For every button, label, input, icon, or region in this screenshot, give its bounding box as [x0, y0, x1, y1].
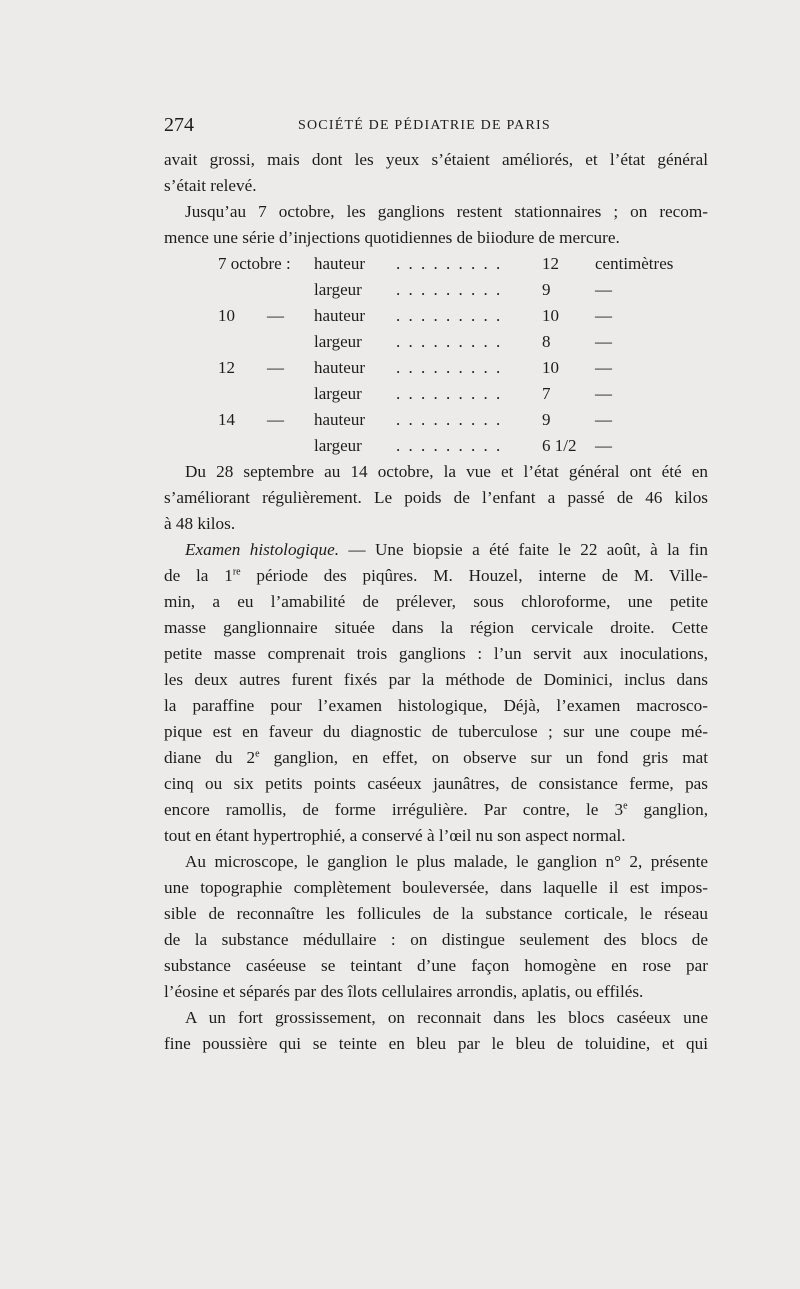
text-line: de la substance médullaire : on distingue seulement des blocs de — [164, 930, 708, 949]
text-line: à 48 kilos. — [164, 514, 236, 533]
text-fragment: diane du 2 — [164, 748, 256, 767]
measurement-dimension: hauteur — [314, 306, 365, 325]
superscript: e — [623, 800, 628, 812]
leader-dots: . . . . . . . . . — [396, 306, 503, 325]
text-line: substance caséeuse se teintant d’une façon homogène en rose par — [164, 956, 708, 975]
measurement-row — [164, 433, 708, 459]
measurement-date: 10 — [218, 306, 235, 325]
text-line: avait grossi, mais dont les yeux s’étaient améliorés, et l’état général — [164, 150, 708, 169]
leader-dots: . . . . . . . . . — [396, 384, 503, 403]
text-fragment: de la 1 — [164, 566, 233, 585]
text-line: s’était relevé. — [164, 176, 257, 195]
measurement-dimension: largeur — [314, 384, 362, 403]
measurement-value: 10 — [542, 306, 559, 325]
leader-dots: . . . . . . . . . — [396, 436, 503, 455]
text-fragment: période des piqûres. M. Houzel, interne de M. Ville- — [240, 566, 708, 585]
measurement-value: 6 1/2 — [542, 436, 577, 455]
measurement-value: 12 — [542, 254, 559, 273]
text-line: masse ganglionnaire située dans la région cervicale droite. Cette — [164, 618, 708, 637]
measurement-dimension: hauteur — [314, 358, 365, 377]
measurement-value: 7 — [542, 384, 551, 403]
leader-dots: . . . . . . . . . — [396, 410, 503, 429]
measurement-date: 12 — [218, 358, 235, 377]
text-line: min, a eu l’amabilité de prélever, sous chloroforme, une petite — [164, 592, 708, 611]
measurement-row — [164, 251, 708, 277]
text-line: mence une série d’injections quotidiennes de biiodure de mercure. — [164, 228, 620, 247]
text-line: A un fort grossissement, on reconnait dans les blocs caséeux une — [185, 1008, 708, 1027]
measurement-value: 8 — [542, 332, 551, 351]
measurement-row — [164, 329, 708, 355]
measurement-unit: — — [595, 410, 612, 429]
measurement-row — [164, 277, 708, 303]
leader-dots: . . . . . . . . . — [396, 332, 503, 351]
text-line: Jusqu’au 7 octobre, les ganglions restent stationnaires ; on recom- — [185, 202, 708, 221]
text-line: s’améliorant régulièrement. Le poids de l’enfant a passé de 46 kilos — [164, 488, 708, 507]
measurement-unit: — — [595, 384, 612, 403]
text-line: pique est en faveur du diagnostic de tuberculose ; sur une coupe mé- — [164, 722, 708, 741]
measurement-unit: — — [595, 280, 612, 299]
text-fragment: — Une biopsie a été faite le 22 août, à la fin — [339, 540, 708, 559]
text-line — [164, 745, 708, 771]
measurement-date: 14 — [218, 410, 235, 429]
ditto-dash: — — [267, 410, 284, 429]
text-line — [164, 563, 708, 589]
text-line: Du 28 septembre au 14 octobre, la vue et l’état général ont été en — [185, 462, 708, 481]
leader-dots: . . . . . . . . . — [396, 358, 503, 377]
running-head: SOCIÉTÉ DE PÉDIATRIE DE PARIS — [298, 118, 551, 133]
measurement-row — [164, 381, 708, 407]
measurement-table — [164, 251, 708, 433]
measurement-row — [164, 407, 708, 433]
page-number: 274 — [164, 114, 194, 136]
measurement-unit: — — [595, 306, 612, 325]
text-line: Au microscope, le ganglion le plus malade, le ganglion n° 2, présente — [185, 852, 708, 871]
text-line: tout en étant hypertrophié, a conservé à l’œil nu son aspect normal. — [164, 826, 626, 845]
text-fragment: encore ramollis, de forme irrégulière. Par contre, le 3 — [164, 800, 624, 819]
text-line: la paraffine pour l’examen histologique, Déjà, l’examen macrosco- — [164, 696, 708, 715]
measurement-dimension: hauteur — [314, 254, 365, 273]
measurement-dimension: largeur — [314, 436, 362, 455]
measurement-dimension: largeur — [314, 332, 362, 351]
leader-dots: . . . . . . . . . — [396, 280, 503, 299]
text-line: cinq ou six petits points caséeux jaunâtres, de consistance ferme, pas — [164, 774, 708, 793]
measurement-row — [164, 355, 708, 381]
measurement-table-end — [164, 433, 708, 459]
text-line: petite masse comprenait trois ganglions : l’un servit aux inoculations, — [164, 644, 708, 663]
text-line: l’éosine et séparés par des îlots cellulaires arrondis, aplatis, ou effilés. — [164, 982, 644, 1001]
section-title: Examen histologique. — [185, 540, 340, 559]
text-line — [164, 797, 708, 823]
measurement-unit: — — [595, 436, 612, 455]
page-header — [164, 114, 708, 140]
measurement-value: 9 — [542, 410, 551, 429]
measurement-row — [164, 303, 708, 329]
page-body — [164, 147, 708, 1057]
text-line: les deux autres furent fixés par la méthode de Dominici, inclus dans — [164, 670, 708, 689]
measurement-unit: — — [595, 332, 612, 351]
measurement-dimension: largeur — [314, 280, 362, 299]
measurement-dimension: hauteur — [314, 410, 365, 429]
text-line: fine poussière qui se teinte en bleu par le bleu de toluidine, et qui — [164, 1034, 708, 1053]
ditto-dash: — — [267, 306, 284, 325]
measurement-date: 7 octobre : — [218, 254, 291, 273]
measurement-unit: centimètres — [595, 254, 674, 273]
text-line — [164, 537, 708, 563]
text-line: sible de reconnaître les follicules de la substance corticale, le réseau — [164, 904, 708, 923]
text-fragment: ganglion, en effet, on observe sur un fond gris mat — [259, 748, 708, 767]
measurement-value: 9 — [542, 280, 551, 299]
ditto-dash: — — [267, 358, 284, 377]
text-line: une topographie complètement bouleversée, dans laquelle il est impos- — [164, 878, 708, 897]
measurement-value: 10 — [542, 358, 559, 377]
measurement-unit: — — [595, 358, 612, 377]
superscript: re — [232, 566, 241, 578]
leader-dots: . . . . . . . . . — [396, 254, 503, 273]
text-fragment: ganglion, — [627, 800, 709, 819]
superscript: e — [255, 748, 260, 760]
